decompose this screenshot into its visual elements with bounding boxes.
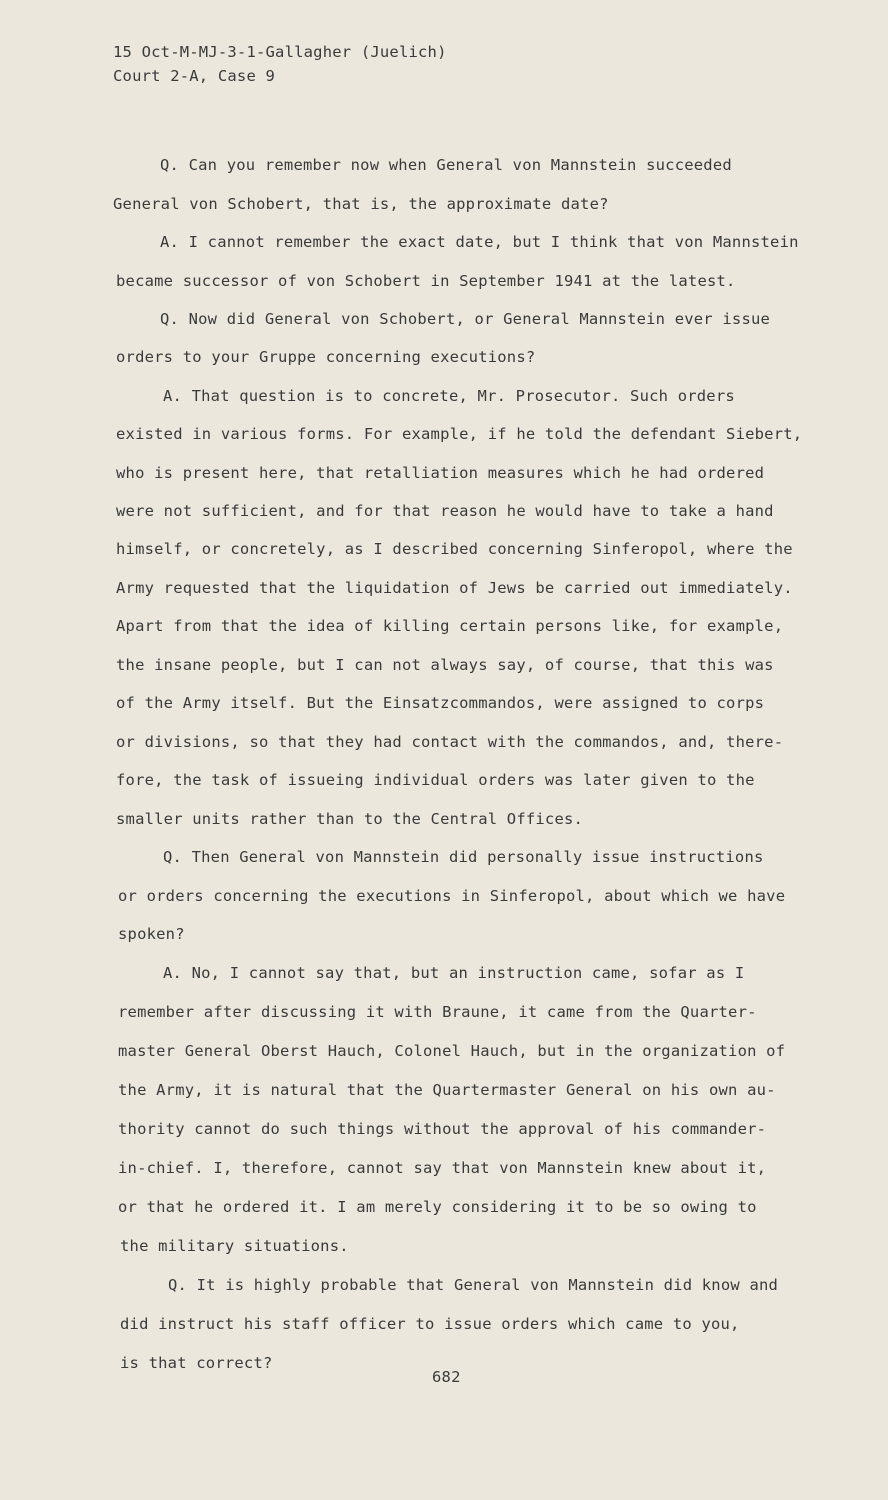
text-line: the insane people, but I can not always say, of course, that this was (116, 656, 774, 674)
text-line: of the Army itself. But the Einsatzcommandos, were assigned to corps (116, 694, 765, 712)
text-line: Q. Can you remember now when General von Mannstein succeeded (160, 156, 732, 174)
text-line: Army requested that the liquidation of Jews be carried out immediately. (116, 579, 793, 597)
text-line: were not sufficient, and for that reason he would have to take a hand (116, 502, 774, 520)
text-line: did instruct his staff officer to issue orders which came to you, (120, 1315, 740, 1333)
text-line: remember after discussing it with Braune, it came from the Quarter- (118, 1003, 757, 1021)
text-line: existed in various forms. For example, if he told the defendant Siebert, (116, 425, 803, 443)
text-line: himself, or concretely, as I described concerning Sinferopol, where the (116, 540, 793, 558)
text-line: Q. It is highly probable that General von Mannstein did know and (168, 1276, 779, 1294)
text-line: spoken? (118, 925, 185, 943)
text-line: A. No, I cannot say that, but an instruction came, sofar as I (163, 964, 745, 982)
text-line: became successor of von Schobert in September 1941 at the latest. (116, 272, 736, 290)
document-header (113, 40, 447, 88)
text-line: orders to your Gruppe concerning executions? (116, 348, 536, 366)
text-line: General von Schobert, that is, the approximate date? (113, 195, 609, 213)
text-line: the Army, it is natural that the Quartermaster General on his own au- (118, 1081, 776, 1099)
text-line: Q. Then General von Mannstein did personally issue instructions (163, 848, 764, 866)
text-line: or orders concerning the executions in Sinferopol, about which we have (118, 887, 786, 905)
header-line-court: Court 2-A, Case 9 (113, 67, 276, 85)
header-line-case-reference: 15 Oct-M-MJ-3-1-Gallagher (Juelich) (113, 43, 447, 61)
text-line: A. I cannot remember the exact date, but I think that von Mannstein (160, 233, 799, 251)
page-number: 682 (432, 1368, 461, 1386)
text-line: Apart from that the idea of killing certain persons like, for example, (116, 617, 784, 635)
text-line: thority cannot do such things without the approval of his commander- (118, 1120, 767, 1138)
text-line: fore, the task of issueing individual orders was later given to the (116, 771, 755, 789)
text-line: A. That question is to concrete, Mr. Prosecutor. Such orders (163, 387, 735, 405)
text-line: Q. Now did General von Schobert, or General Mannstein ever issue (160, 310, 771, 328)
text-line: or divisions, so that they had contact with the commandos, and, there- (116, 733, 784, 751)
text-line: is that correct? (120, 1354, 273, 1372)
text-line: the military situations. (120, 1237, 349, 1255)
text-line: in-chief. I, therefore, cannot say that von Mannstein knew about it, (118, 1159, 767, 1177)
text-line: master General Oberst Hauch, Colonel Hauch, but in the organization of (118, 1042, 786, 1060)
text-line: or that he ordered it. I am merely considering it to be so owing to (118, 1198, 757, 1216)
text-line: who is present here, that retalliation measures which he had ordered (116, 464, 765, 482)
text-line: smaller units rather than to the Central Offices. (116, 810, 584, 828)
